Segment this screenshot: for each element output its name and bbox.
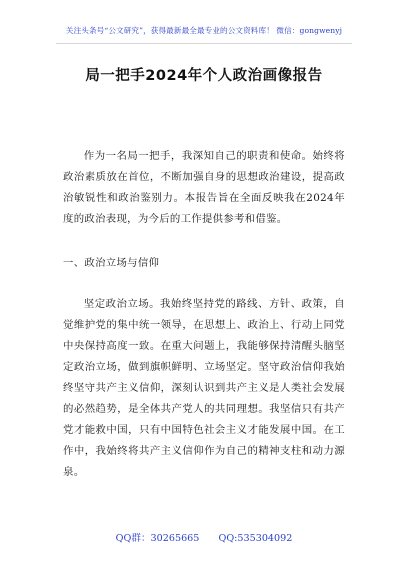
- header-divider: [56, 43, 352, 44]
- intro-paragraph: 作为一名局一把手，我深知自己的职责和使命。始终将政治素质放在首位，不断加强自身的思想政治建设，提高政治敏锐性和政治鉴别力。本报告旨在全面反映我在2024年度的政治表现，为今后的工作提供参考和借鉴。: [63, 150, 345, 225]
- section-paragraph: 坚定政治立场。我始终坚持党的路线、方针、政策，自觉维护党的集中统一领导，在思想上、政治上、行动上同党中央保持高度一致。在重大问题上，我能够保持清醒头脑坚定政治立场，做到旗帜鲜明、立场坚定。坚守政治信仰我始终坚守共产主义信仰，深刻认识到共产主义是人类社会发展的必然趋势，是全体共产党人的共同理想。我坚信只有共产党才能救中国，只有中国特色社会主义才能发展中国。在工作中，我始终将共产主义信仰作为自己的精神支柱和动力源泉。: [63, 298, 345, 478]
- footer-qq-group: QQ群：30265665: [115, 533, 200, 544]
- promo-banner: 关注头条号“公文研究”，获得最新最全最专业的公文资料库！ 微信：gongwenyj: [65, 26, 343, 35]
- footer-qq: QQ:535304092: [218, 533, 293, 544]
- document-title: 局一把手2024年个人政治画像报告: [85, 68, 323, 84]
- footer-contact: [0, 530, 408, 544]
- section-heading: 一、政治立场与信仰: [63, 257, 160, 269]
